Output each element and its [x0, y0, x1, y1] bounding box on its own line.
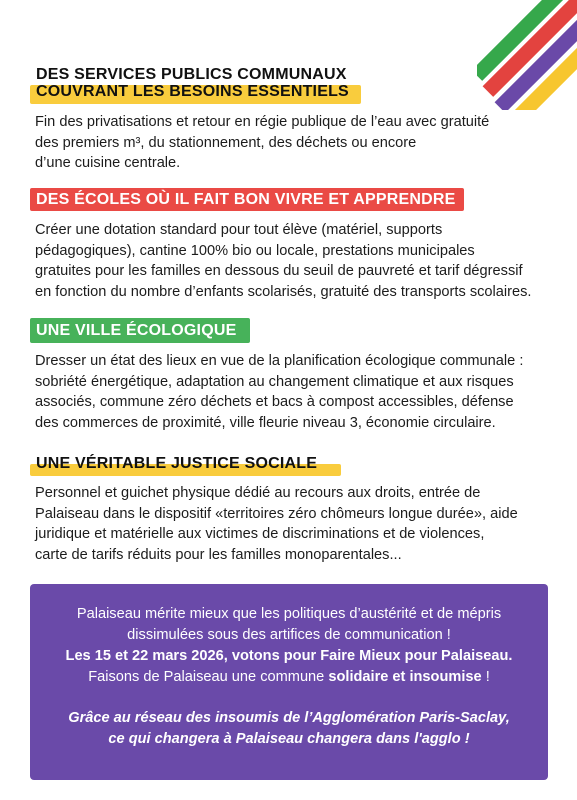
- body-line: Dresser un état des lieux en vue de la planification écologique communale :: [35, 353, 524, 369]
- body-line: des commerces de proximité, ville fleurie niveau 3, économie circulaire.: [35, 414, 496, 431]
- closing-text: !: [481, 669, 490, 685]
- election-dates-line: Les 15 et 22 mars 2026, votons pour Faire Mieux pour Palaiseau.: [65, 648, 513, 664]
- section-heading: [30, 318, 250, 343]
- section-body: [35, 220, 550, 302]
- section-social-justice: [30, 451, 550, 565]
- closing-text: Faisons de Palaiseau une commune: [88, 669, 329, 685]
- body-line: gratuites pour les familles en dessous du seuil de pauvreté et tarif dégressif: [35, 263, 523, 279]
- section-public-services: [30, 62, 550, 174]
- section-schools: [30, 188, 550, 302]
- closing-emphasis: solidaire et insoumise: [328, 669, 482, 685]
- closing-agglo-line: Grâce au réseau des insoumis de l’Agglomération Paris-Saclay,: [68, 710, 510, 726]
- body-line: d’une cuisine centrale.: [35, 155, 181, 171]
- heading-line-2: COUVRANT LES BESOINS ESSENTIELS: [36, 83, 349, 100]
- heading-line-1: DES SERVICES PUBLICS COMMUNAUX: [36, 66, 347, 83]
- section-ecology: [30, 318, 550, 433]
- body-line: associés, commune zéro déchets et bacs à compost accessibles, défense: [35, 394, 514, 410]
- heading-text: UNE VÉRITABLE JUSTICE SOCIALE: [36, 455, 318, 472]
- closing-line: [30, 667, 548, 688]
- section-body: [35, 483, 550, 565]
- closing-message-box: [30, 584, 548, 780]
- body-line: Fin des privatisations et retour en régie publique de l’eau avec gratuité: [35, 114, 490, 130]
- section-heading: [30, 62, 361, 104]
- heading-text: UNE VILLE ÉCOLOGIQUE: [36, 322, 237, 339]
- closing-line: Palaiseau mérite mieux que les politiques d’austérité et de mépris: [76, 606, 502, 622]
- section-heading: [30, 451, 341, 476]
- body-line: Personnel et guichet physique dédié au recours aux droits, entrée de: [35, 485, 481, 501]
- body-line: en fonction du nombre d’enfants scolarisés, gratuité des transports scolaires.: [35, 283, 532, 300]
- section-body: [35, 351, 550, 433]
- body-line: sobriété énergétique, adaptation au changement climatique et aux risques: [35, 373, 514, 390]
- body-line: carte de tarifs réduits pour les familles monoparentales...: [35, 546, 402, 563]
- section-heading: [30, 188, 464, 211]
- body-line: juridique et matérielle aux victimes de discriminations et de violences,: [35, 526, 485, 542]
- body-line: des premiers m³, du stationnement, des déchets ou encore: [35, 134, 417, 151]
- heading-text: DES ÉCOLES OÙ IL FAIT BON VIVRE ET APPRENDRE: [36, 191, 456, 208]
- closing-line: dissimulées sous des artifices de communication !: [127, 627, 451, 643]
- body-line: pédagogiques), cantine 100% bio ou locale, prestations municipales: [35, 242, 475, 259]
- section-body: [35, 112, 550, 174]
- closing-agglo-line: ce qui changera à Palaiseau changera dans l'agglo !: [108, 731, 470, 747]
- body-line: Créer une dotation standard pour tout élève (matériel, supports: [35, 222, 443, 238]
- body-line: Palaiseau dans le dispositif «territoires zéro chômeurs longue durée», aide: [35, 505, 518, 522]
